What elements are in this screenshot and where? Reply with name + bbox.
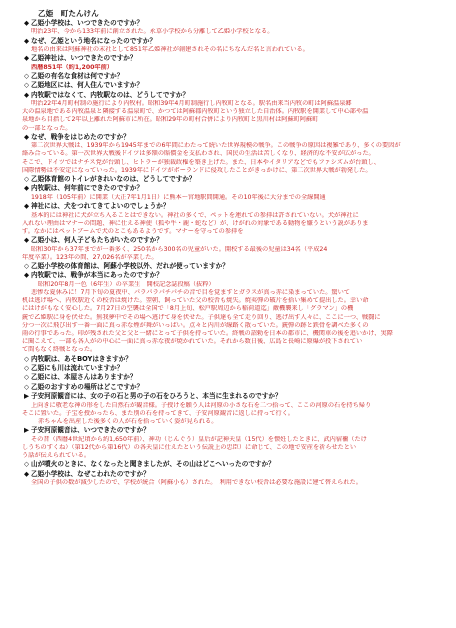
answer-13-line-4: 銃で乙姫駅に身を伏せた。無我夢中でその場へ逃げて身を伏せた。子供達も全て走り回り、逃げ出す人々に、ここに一つ、戦闘に [22,313,381,321]
answer-7-line-2: 絡み合っている。第一次世界大戦後ドイツは多額の賠償金を支払わされ、国民の生活は苦しくなり、経済的な不安が広がった。 [22,150,375,158]
answer-18-line-3: 赤ちゃんを出産した後多くの人が石を拾っていく姿が見られる。 [38,418,218,425]
diamond-icon: ◇ [23,382,30,391]
question-10: ◆ 神社には、犬をつれてきてよいのでしょうか？ [23,202,170,211]
answer-6-line-2: 大の温泉地である内牧温泉と隣接する温泉町で、かつては阿蘇郡内牧町という独立した自治体。内牧駅を開業して中心部や温 [22,108,369,116]
diamond-icon: ◆ [23,36,30,45]
question-6: ◆ 内牧駅ではなくて、内牧駅なのは、どうしてですか？ [23,90,190,99]
diamond-icon: ◆ [23,184,30,193]
question-11: ◆ 乙姫小は、何人子どもたちがいたのですか？ [23,236,163,245]
diamond-icon: ◇ [23,261,30,270]
answer-1: 明治23年、今から133年前に創立された。永草小学校から分離して乙姫小学校となる。 [31,28,274,36]
answer-13-line-8: て間もなく終戦となった。 [22,346,97,354]
diamond-icon: ◆ [23,469,30,478]
answer-6-line-4: の一部となった。 [22,124,72,132]
answer-10-line-3: す。なかにはペットブームで犬のとこもあるようです。マナーを守っての参拝を [22,227,244,235]
answer-18-line-1: 上向きに敬老な神の形をした自然石が観音様。子授けを願う人は河原の小さな石を二つ拾って、ここの河原の石を持ち帰り [31,401,372,409]
diamond-icon: ◆ [23,132,30,141]
answer-6-line-1: 明治22年4月町村制の施行により内牧村。昭和39年4月町制施行し内牧町となる。駅名由来当内牧の町は阿蘇温泉郷 [31,100,352,108]
answer-21: 全国の子供の数が減少したので、学校が統合（阿蘇小も）された。 利用できない校舎は必要な施設に建て替えられた。 [31,479,362,487]
question-16: ◇ 乙姫には、本屋さんはありますか？ [23,373,137,382]
answer-11-line-2: 年度卒業）。123年の間、27,026名が卒業した。 [22,253,158,261]
answer-13-line-1: 悲惨な夏休みに！7月下旬の夏夜中、パラパラパチパチの音で目を覚ますとガラスが真っ赤に染まっていた。驚いて [31,288,350,296]
question-18: ▶ 子安河原観音には、女の子の石と男の子の石をひろうと、本当に生まれるのですか？ [23,392,282,401]
diamond-icon: ◇ [23,81,30,90]
answer-19-line-3: う話が伝えられている。 [22,452,91,460]
diamond-icon: ◇ [23,71,30,80]
answer-13-line-2: 机は逃げ場へ、内牧駅近くの校舎は焼けた。翌朝、飼っていた父の校舎も焼失。焼夷弾の破片を拾い集めて提出した。幸い命 [22,297,369,305]
answer-13-line-6: 雨の行事であった。印が残された父と父と一緒にとって子供を持っていた。終戦の詔勅を日本の都市に、機関車の後を追いかけ、実際 [22,329,393,337]
diamond-icon: ◇ [23,373,30,382]
question-4: ◇ 乙姫の有名な食材は何ですか？ [23,71,124,80]
answer-11-line-1: 昭和30年から37年までが一番多く、250名から300名の児童がいた。開校する最後の児童は34名（平成24 [31,245,328,253]
question-19: ▶ 子安河原観音は、いつできたのですか？ [23,426,150,435]
question-1: ◆ 乙姫小学校は、いつできたのですか？ [23,19,144,27]
answer-13-heading: 昭和20年8月一色（6年生）の卒業生 開校記念誌投稿（抜粋） [38,280,215,288]
question-2: ◆ なぜ、乙姫という地名になったのですか？ [23,36,157,45]
diamond-icon: ◆ [23,54,30,63]
page-title: 乙姫 町たんけん [38,9,99,18]
triangle-icon: ▶ [23,392,30,401]
answer-19-line-2: しうちのすくね）（第12代から第16代）の各天皇に仕えたという伝説上の忠臣）に命じて、この地で安産を祈らせたとい [22,443,357,451]
question-9: ◆ 内牧駅は、何年前にできたのですか？ [23,184,144,193]
diamond-icon: ◆ [23,236,30,245]
question-5: ◇ 乙姫地区には、何人住んでいますか？ [23,81,144,90]
answer-19-line-1: その昔（西暦4世紀頃から約1,650年前）、神功（じんぐう）皇后が記神天皇（15代）を懐妊したときに、武内宿禰（たけ [31,435,367,443]
answer-9: 1918年（105年前）に開業（大正7年1月1日）に熊本〜宮地駅間開通。その10年後に大分までの全線開通 [31,193,326,201]
answer-13-line-3: にはけがもなく安心した。7月27日の空襲は全国で「8月上旬、松戸駅周辺から稲荷道迄」敵機襲来し「グラマン」の機 [22,305,354,313]
question-3: ◆ 乙姫神社は、いつできたのですか？ [23,54,137,63]
answer-7-line-1: 第二次世界大戦は、1939年から1945年までの6年間にわたって続いた世界規模の戦争。この戦争の原因は複雑であり、多くの要因が [31,142,401,150]
diamond-icon: ◇ [23,460,30,469]
question-17: ◇ 乙姫のおすすめの場所はどこですか？ [23,382,144,391]
question-13: ◆ 内牧駅では、戦争が本当にあったのですか？ [23,271,163,280]
diamond-icon: ◇ [23,363,30,372]
answer-6-line-3: 泉地から目指して2年以上離れた阿蘇市に所在。昭和29年の町村合併により内牧町と黒川村は阿蘇町阿蘇町 [22,116,319,124]
diamond-icon: ◆ [23,90,30,99]
triangle-icon: ▶ [23,426,30,435]
answer-2: 地名の由来は阿蘇神社の末社として851年乙姫神社が創建されその名にちなんだ名と言われている。 [31,46,309,54]
question-20: ◇ 山が噴火のときに、なくなったと聞きましたが、その山はどこへいったのですか？ [23,460,275,469]
answer-13-line-5: 分つ一次に飛び出す一番一面に真っ赤な煙が舞がいっぱい。点々と内川が線路く散っていた。銃弾の跡と鉄骨を調べた多くの [22,321,369,329]
diamond-icon: ◇ [23,354,30,363]
answer-3: 西暦851年（約1,200年前） [31,63,113,71]
question-7: ◆ なぜ、戦争をはじめたのですか？ [23,132,130,141]
answer-10-line-1: 基本的には神社に犬が立ち入ることはできない。神社の多くで、ペットを連れての参拝は許されていない。犬が神社に [31,211,359,219]
answer-13-line-7: に聞こえて、一部も各人がの中心に一面に真っ赤な夜が焼かれていた。それから数日後、広島と長崎に原爆が投下されてい [22,338,363,346]
question-8: ◇ 乙姫体育館のトイレがきれいなのは、どうしてですか？ [23,175,196,184]
diamond-icon: ◆ [23,202,30,211]
answer-10-line-2: 入れない理由はマナーの問題、神に仕える神使（狐や牛・鹿・蛇など）が、けがれの対象である動物を嫌うという説がありま [22,219,369,227]
question-14: ◇ 内牧駅は、あそBOYはきますか？ [23,354,132,363]
question-12: ◇ 乙姫小学校の体育館は、阿蘇小学校以外、だれが使っていますか？ [23,261,229,270]
answer-18-line-2: そこに置いた。子宝を授かったら、また別の石を持ってきて、子安河原観音に返しに持って行く。 [22,409,294,417]
answer-7-line-3: そこで、ドイツではナチス党が台頭し、ヒトラーが独裁政権を築き上げた。また、日本やイタリアなどでもファシズムが台頭し、 [22,158,380,166]
diamond-icon: ◆ [23,19,30,27]
diamond-icon: ◇ [23,175,30,184]
answer-7-line-4: 国際情勢は不安定になっていった。1939年にドイツがポーランドに侵攻したことがきっかけに、第二次世界大戦が勃発した。 [22,166,372,174]
question-15: ◇ 乙姫にも川は流れていますか？ [23,363,124,372]
question-21: ◆ 乙姫小学校は、なぜこわれたのですか？ [23,469,150,478]
diamond-icon: ◆ [23,271,30,280]
